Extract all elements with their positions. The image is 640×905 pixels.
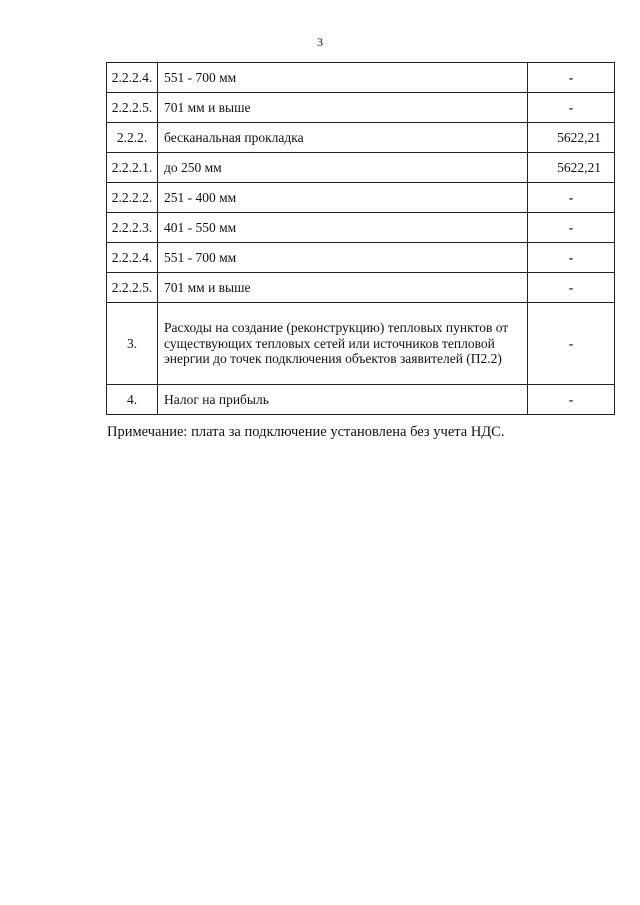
table-row — [107, 273, 615, 303]
row-name: 551 - 700 мм — [158, 243, 528, 273]
page-number: 3 — [317, 35, 323, 49]
table-row — [107, 93, 615, 123]
table-row — [107, 63, 615, 93]
row-value: - — [528, 213, 615, 243]
row-name: 401 - 550 мм — [158, 213, 528, 243]
row-name: 551 - 700 мм — [158, 63, 528, 93]
table-row — [107, 303, 615, 385]
row-number: 2.2.2.4. — [107, 63, 158, 93]
row-value: - — [528, 243, 615, 273]
row-name: Расходы на создание (реконструкцию) тепловых пунктов от существующих тепловых сетей или источников тепловой энергии до точек подключения объектов заявителей (П2.2) — [158, 303, 528, 385]
row-value: 5622,21 — [528, 153, 615, 183]
row-number: 3. — [107, 303, 158, 385]
row-value: - — [528, 273, 615, 303]
row-value: - — [528, 385, 615, 415]
table-row — [107, 385, 615, 415]
row-number: 2.2.2.4. — [107, 243, 158, 273]
row-number: 2.2.2.3. — [107, 213, 158, 243]
row-number: 2.2.2.5. — [107, 93, 158, 123]
table-row — [107, 213, 615, 243]
row-name: 701 мм и выше — [158, 93, 528, 123]
footnote: Примечание: плата за подключение установлена без учета НДС. — [107, 424, 505, 440]
table-row — [107, 243, 615, 273]
row-value: 5622,21 — [528, 123, 615, 153]
row-name: бесканальная прокладка — [158, 123, 528, 153]
row-name: 251 - 400 мм — [158, 183, 528, 213]
row-number: 2.2.2.2. — [107, 183, 158, 213]
row-number: 2.2.2. — [107, 123, 158, 153]
row-value: - — [528, 303, 615, 385]
row-number: 4. — [107, 385, 158, 415]
tariff-table — [106, 62, 615, 415]
table-row — [107, 123, 615, 153]
table-row — [107, 183, 615, 213]
row-name: 701 мм и выше — [158, 273, 528, 303]
row-value: - — [528, 93, 615, 123]
row-value: - — [528, 63, 615, 93]
table-row — [107, 153, 615, 183]
row-number: 2.2.2.1. — [107, 153, 158, 183]
row-name: до 250 мм — [158, 153, 528, 183]
row-value: - — [528, 183, 615, 213]
row-name: Налог на прибыль — [158, 385, 528, 415]
row-number: 2.2.2.5. — [107, 273, 158, 303]
